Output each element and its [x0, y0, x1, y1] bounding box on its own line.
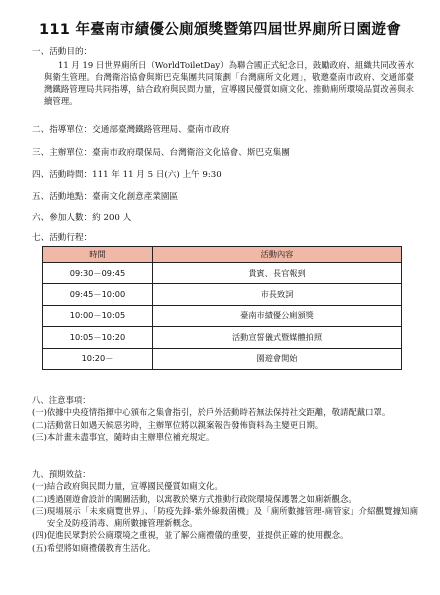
- guidance-heading: 二、指導單位：: [32, 125, 93, 135]
- list-item: [32, 480, 418, 492]
- section-attendees: [32, 212, 131, 224]
- document-title: 111 年臺南市績優公廁頒獎暨第四屆世界廁所日園遊會: [38, 22, 402, 38]
- schedule-table: [42, 246, 402, 370]
- list-item: [32, 406, 418, 418]
- purpose-text: 11 月 19 日世界廁所日（WorldToiletDay）為聯合國正式紀念日，鼓勵政府、組織共同改善水與衛生管理。台灣衛浴協會與斯巴克集團共同策劃「台灣廁所文化週」，敬邀臺南市政府、交通部臺灣鐵路管理局共同指導，結合政府與民間力量，宣導國民優質如廁文化、推動廁所環境品質改善與永續管理。: [44, 60, 414, 106]
- list-item-text: 促進民眾對於公廁環境之重視，並了解公廁禮儀的重要，並提供正確的使用觀念。: [46, 530, 349, 541]
- schedule-time-cell: 09:30－09:45: [43, 263, 153, 284]
- section-itinerary-heading: 七、活動行程：: [32, 233, 93, 243]
- list-item-text: 透過園遊會設計的闖關活動，以寓教於樂方式推動行政院環境保護署之如廁新觀念。: [46, 493, 357, 504]
- time-heading: 四、活動時間：: [32, 170, 93, 180]
- schedule-content-cell: 臺南市績優公廁頒獎: [153, 305, 402, 326]
- time-value: 111 年 11 月 5 日(六) 上午 9:30: [92, 170, 222, 180]
- section-organizer: [32, 147, 290, 159]
- schedule-content-cell: 貴賓、長官報到: [153, 263, 402, 284]
- organizer-heading: 三、主辦單位：: [32, 148, 93, 158]
- schedule-header-time: 時間: [43, 247, 153, 263]
- list-item-text: 結合政府與民間力量，宣導國民優質如廁文化。: [46, 481, 223, 492]
- list-item-label: (一): [32, 481, 47, 492]
- organizer-value: 臺南市政府環保局、台灣衛浴文化協會、斯巴克集團: [92, 148, 290, 158]
- list-item-label: (三): [32, 431, 47, 442]
- schedule-time-cell: 10:00－10:05: [43, 305, 153, 326]
- table-row: [43, 348, 402, 369]
- location-heading: 五、活動地點：: [32, 192, 93, 202]
- list-item: [32, 529, 418, 541]
- schedule-content-cell: 園遊會開始: [153, 348, 402, 369]
- list-item: [32, 542, 418, 554]
- attendees-heading: 六、參加人數：: [32, 213, 93, 223]
- table-row: [43, 327, 402, 348]
- location-value: 臺南文化創意產業園區: [92, 192, 179, 202]
- list-item: [32, 505, 418, 530]
- list-item-label: (三): [32, 505, 47, 516]
- section-purpose-paragraph: [44, 59, 414, 107]
- list-item-label: (二): [32, 419, 47, 430]
- benefits-heading: 九、預期效益：: [32, 469, 91, 479]
- schedule-time-cell: 09:45－10:00: [43, 284, 153, 305]
- schedule-header-row: [43, 247, 402, 263]
- list-item-label: (二): [32, 493, 47, 504]
- schedule-header-content: 活動內容: [153, 247, 402, 263]
- schedule-content-cell: 活動宣誓儀式暨媒體拍照: [153, 327, 402, 348]
- list-item-text: 現場展示「未來廁覽世界」、「防疫先鋒-紫外線殺菌機」及「廁所數據管理-廁管家」介紹觀覽據知廁安全及防疫消毒、廁所數據管理新概念。: [46, 505, 418, 529]
- section-time: [32, 169, 222, 181]
- list-item: [32, 493, 418, 505]
- notes-section: [32, 394, 418, 443]
- list-item-text: 活動當日如遇天候惡劣時，主辦單位將以親案報告發佈資料為主變更日期。: [46, 419, 324, 430]
- table-row: [43, 284, 402, 305]
- schedule-time-cell: 10:05－10:20: [43, 327, 153, 348]
- schedule-content-cell: 市長致詞: [153, 284, 402, 305]
- list-item-text: 本計畫未盡事宜，隨時由主辦單位補充規定。: [46, 431, 215, 442]
- guidance-value: 交通部臺灣鐵路管理局、臺南市政府: [92, 125, 230, 135]
- schedule-time-cell: 10:20－: [43, 348, 153, 369]
- benefits-section: [32, 468, 418, 554]
- list-item-label: (四): [32, 530, 47, 541]
- section-location: [32, 191, 178, 203]
- list-item-label: (五): [32, 542, 47, 553]
- table-row: [43, 305, 402, 326]
- table-row: [43, 263, 402, 284]
- list-item: [32, 419, 418, 431]
- attendees-value: 約 200 人: [92, 213, 132, 223]
- list-item-text: 希望將如廁禮儀教育生活化。: [46, 542, 156, 553]
- section-purpose-heading: 一、活動目的：: [32, 47, 93, 57]
- list-item: [32, 431, 418, 443]
- section-guidance: [32, 124, 230, 136]
- notes-heading: 八、注意事項：: [32, 395, 91, 405]
- list-item-text: 依據中央疫情指揮中心頒布之集會指引，於戶外活動時若無法保持社交距離，敬請配戴口罩。: [46, 407, 391, 418]
- list-item-label: (一): [32, 407, 47, 418]
